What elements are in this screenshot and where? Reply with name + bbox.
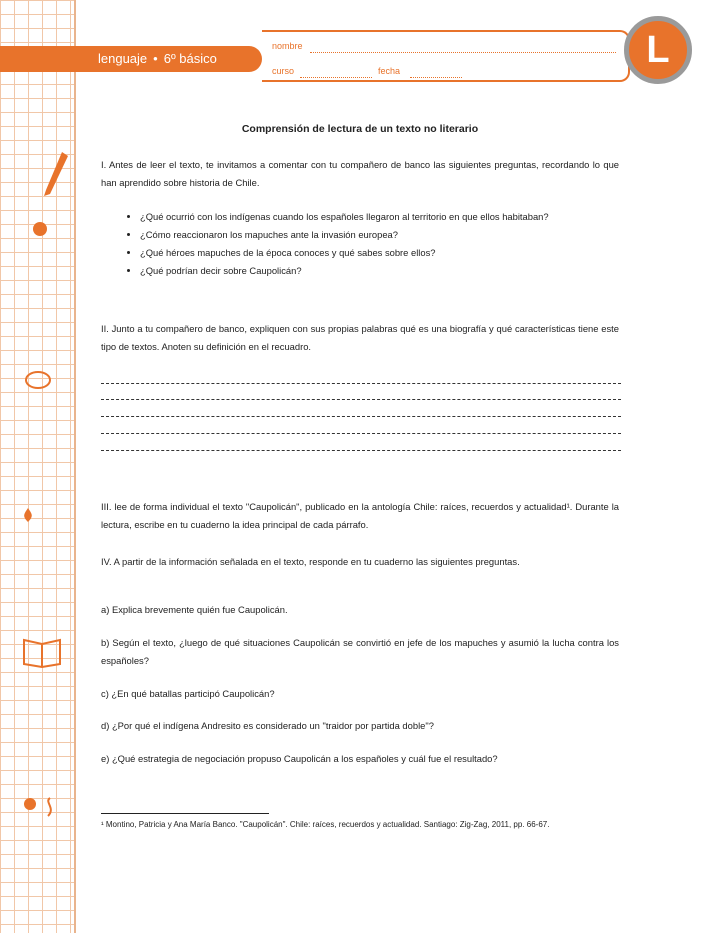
student-info-box <box>262 30 630 82</box>
question-a: a) Explica brevemente quién fue Caupolicán. <box>101 604 288 615</box>
question-e: e) ¿Qué estrategia de negociación propuso Caupolicán a los españoles y cuál fue el resultado? <box>101 753 498 764</box>
answer-line[interactable] <box>101 383 621 384</box>
section-4-instructions: IV. A partir de la información señalada en el texto, responde en tu cuaderno las siguientes preguntas. <box>101 556 520 567</box>
list-item: • ¿Cómo reaccionaron los mapuches ante la invasión europea? <box>140 226 640 244</box>
list-item: • ¿Qué ocurrió con los indígenas cuando los españoles llegaron al territorio en que ellos habitaban? <box>140 208 640 226</box>
question-list <box>120 208 640 280</box>
apple-icon <box>30 218 50 243</box>
curso-field[interactable] <box>300 77 372 78</box>
section-1-instructions: I. Antes de leer el texto, te invitamos a comentar con tu compañero de banco las siguientes preguntas, recordando lo que han aprendido sobre historia de Chile. <box>101 159 619 188</box>
speech-bubble-icon <box>24 370 52 397</box>
fecha-field[interactable] <box>410 77 462 78</box>
answer-line[interactable] <box>101 416 621 417</box>
pen-icon <box>40 150 70 205</box>
answer-line[interactable] <box>101 450 621 451</box>
grade-label: 6º básico <box>163 51 217 66</box>
question-c: c) ¿En qué batallas participó Caupolicán? <box>101 688 275 699</box>
list-item: • ¿Qué héroes mapuches de la época conoces y qué sabes sobre ellos? <box>140 244 640 262</box>
page-title: Comprensión de lectura de un texto no literario <box>241 123 479 135</box>
footnote-divider <box>101 813 269 814</box>
subject-label: lenguaje <box>98 51 148 66</box>
list-item: • ¿Qué podrían decir sobre Caupolicán? <box>140 262 640 280</box>
drop-icon <box>22 508 34 527</box>
note-icon <box>22 794 58 825</box>
book-icon <box>22 636 62 673</box>
fecha-label: fecha <box>378 66 401 76</box>
answer-line[interactable] <box>101 399 621 400</box>
subject-banner <box>0 46 262 72</box>
nombre-label: nombre <box>272 41 303 51</box>
section-2-instructions: II. Junto a tu compañero de banco, expliquen con sus propias palabras qué es una biografía y qué características tiene este tipo de textos. Anoten su definición en el recuadro. <box>101 323 619 352</box>
footnote: ¹ Montino, Patricia y Ana María Banco. "Caupolicán". Chile: raíces, recuerdos y actualidad. Santiago: Zig-Zag, 2011, pp. 66-67. <box>101 820 550 829</box>
answer-line[interactable] <box>101 433 621 434</box>
nombre-field[interactable] <box>310 52 616 53</box>
curso-label: curso <box>272 66 295 76</box>
banner-bullet: • <box>153 51 158 66</box>
question-b: b) Según el texto, ¿luego de qué situaciones Caupolicán se convirtió en jefe de los mapuches y asumió la lucha contra los españoles? <box>101 637 619 666</box>
section-3-instructions: III. lee de forma individual el texto "Caupolicán", publicado en la antología Chile: raíces, recuerdos y actualidad¹. Durante la lectura, escribe en tu cuaderno la idea principal de cada párrafo. <box>101 501 619 530</box>
margin-line <box>74 0 76 933</box>
question-d: d) ¿Por qué el indígena Andresito es considerado un "traidor por partida doble"? <box>101 720 434 731</box>
subject-logo: L <box>624 16 692 84</box>
